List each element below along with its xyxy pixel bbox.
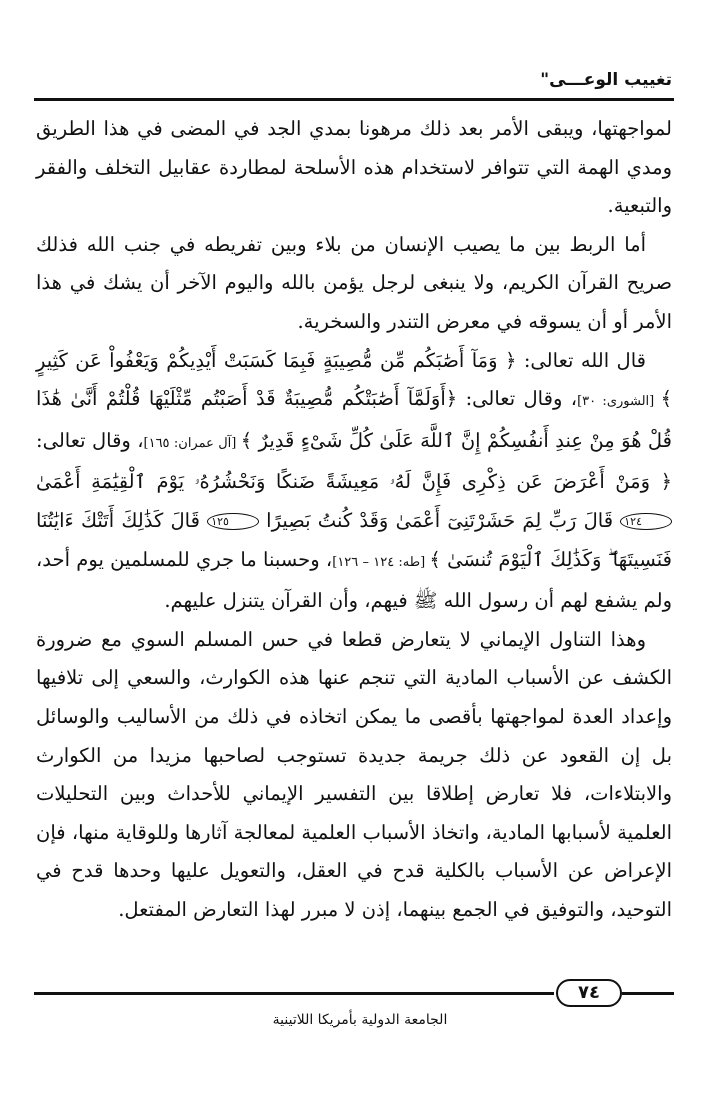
citation-intro: قال الله تعالى: [516,348,646,372]
citation-connector-1: ، وقال تعالى: [457,387,578,411]
verse-reference-al-imran: [آل عمران: ١٦٥] [143,435,241,451]
footer-organization: الجامعة الدولية بأمريكا اللاتينية [272,1012,448,1028]
citation-outro: ، وحسبنا ما جري للمسلمين يوم أحد، ولم يشفع لهم أن رسول الله ﷺ فيهم، وأن القرآن يتنزل عليهم. [36,547,672,613]
body-text [36,110,672,929]
verse-reference-taha: [طه: ١٢٤ – ١٢٦] [332,554,430,570]
verse-reference-shura: [الشورى: ٣٠] [577,394,661,410]
ayah-number-marker: ١٢٥ [207,513,259,530]
ayah-number-marker: ١٢٤ [620,513,672,530]
running-header-title: تغييب الوعـــى" [540,70,672,90]
paragraph-3-quran-citations [36,342,672,621]
quran-verse-al-imran: ﴿أَوَلَمَّآ أَصَٰبَتْكُم مُّصِيبَةٌ قَدْ أَصَبْتُم مِّثْلَيْهَا قُلْتُمْ أَنَّىٰ هَٰذَا قُلْ هُوَ مِنْ عِندِ أَنفُسِكُمْ إِنَّ ٱللَّهَ عَلَىٰ كُلِّ شَىْءٍ قَدِيرٌ ﴾ [36,387,672,452]
citation-connector-2: ، وقال تعالى: [36,428,144,452]
paragraph-4: وهذا التناول الإيماني لا يتعارض قطعا في حس المسلم السوي مع ضرورة الكشف عن الأسباب المادية التي تنجم عنها هذه الكوارث، والسعي إلى تلافيها وإعداد العدة لمواجهتها بأقصى ما يمكن اتخاذه في ذلك من الأساليب والوسائل بل إن القعود عن ذلك جريمة جديدة تستوجب لصاحبها مزيدا من الكوارث والابتلاءات، فلا تعارض إطلاقا بين التفسير الإيماني للأحداث وبين التحليلات العلمية لأسبابها المادية، واتخاذ الأسباب العلمية لمعالجة آثارها وللوقاية منها، فإن الإعراض عن الأسباب بالكلية قدح في العقل، والتعويل عليها وحدها قدح في التوحيد، والتوفيق في الجمع بينهما، إذن لا مبرر لهذا التعارض المفتعل. [36,627,672,921]
paragraph-2: أما الربط بين ما يصيب الإنسان من بلاء وبين تفريطه في جنب الله فذلك صريح القرآن الكريم، ولا ينبغى لرجل يؤمن بالله واليوم الآخر أن يشك في هذا الأمر أو أن يسوقه في معرض التندر والسخرية. [36,232,672,333]
page-number: ٧٤ [556,979,622,1007]
quran-verse-taha-part-1: ﴿ وَمَنْ أَعْرَضَ عَن ذِكْرِى فَإِنَّ لَهُۥ مَعِيشَةً ضَنكًا وَنَحْشُرُهُۥ يَوْمَ ٱلْقِيَٰمَةِ أَعْمَىٰ [36,470,672,494]
quran-verse-shura: ﴿ وَمَآ أَصَٰبَكُم مِّن مُّصِيبَةٍ فَبِمَا كَسَبَتْ أَيْدِيكُمْ وَيَعْفُواْ عَن كَثِيرٍ ﴾ [36,348,672,411]
paragraph-1: لمواجهتها، ويبقى الأمر بعد ذلك مرهونا بمدي الجد في المضى في هذا الطريق ومدي الهمة التي تتوافر لاستخدام هذه الأسلحة لمطاردة عقابيل التخلف والفقر والتبعية. [36,117,672,218]
quran-verse-taha-part-2: قَالَ رَبِّ لِمَ حَشَرْتَنِىٓ أَعْمَىٰ وَقَدْ كُنتُ بَصِيرًا [258,508,621,532]
quran-verse-taha-part-3: قَالَ كَذَٰلِكَ أَتَتْكَ ءَايَٰتُنَا فَنَسِيتَهَا ۖ وَكَذَٰلِكَ ٱلْيَوْمَ تُنسَىٰ ﴾ [36,508,672,571]
header-rule [34,98,674,101]
footer-rule-left [34,992,554,995]
footer-rule-right [622,992,674,995]
